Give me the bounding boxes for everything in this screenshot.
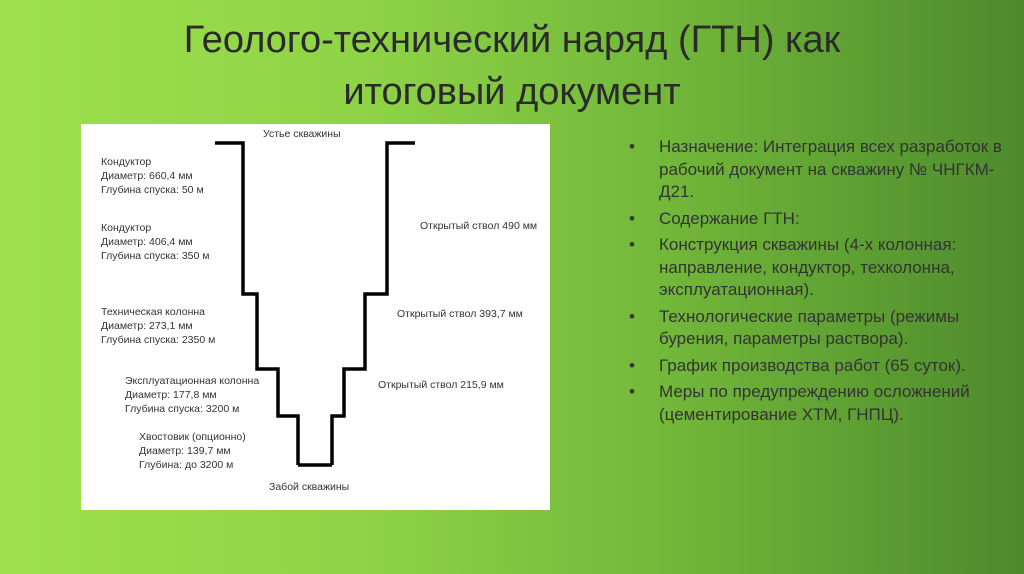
well-construction-diagram [81,124,550,510]
bullet-purpose: • Назначение: Интеграция всех разработок в рабочий документ на скважину № ЧНГКМ-Д21. [627,136,1007,204]
open-hole-label-1: Открытый ствол 490 мм [420,220,538,232]
casing-label-4 [125,374,259,416]
open-hole-label-2: Открытый ствол 393,7 мм [397,308,523,320]
casing-depth: Глубина спуска: 50 м [101,184,204,196]
bullet-complication-prevention: • Меры по предупреждению осложнений (цементирование ХТМ, ГНПЦ). [627,381,1007,426]
casing-name: Хвостовик (опционно) [139,431,246,443]
bottomhole-label: Забой скважины [269,481,350,493]
bullet-content-heading: • Содержание ГТН: [627,208,1007,231]
slide-title [0,14,1024,118]
casing-label-5 [139,430,246,472]
well-left-wall [215,143,298,465]
open-hole-label-3: Открытый ствол 215,9 мм [378,379,504,391]
casing-diameter: Диаметр: 273,1 мм [101,320,193,332]
casing-label-3 [101,305,215,347]
casing-depth: Глубина спуска: 3200 м [125,403,240,415]
casing-depth: Глубина спуска: 2350 м [101,334,216,346]
bullet-technological-parameters: • Технологические параметры (режимы бурения, параметры раствора). [627,306,1007,351]
casing-diameter: Диаметр: 177,8 мм [125,389,217,401]
casing-name: Кондуктор [101,222,152,234]
casing-label-2 [101,221,210,263]
well-right-wall [332,143,415,465]
bullet-work-schedule: • График производства работ (65 суток). [627,355,1007,378]
content-bullet-list [627,136,1007,430]
casing-diameter: Диаметр: 660,4 мм [101,170,193,182]
slide-title-line-2: итоговый документ [343,71,681,113]
casing-depth: Глубина спуска: 350 м [101,250,210,262]
casing-diameter: Диаметр: 139,7 мм [139,445,231,457]
casing-diameter: Диаметр: 406,4 мм [101,236,193,248]
slide-title-line-1: Геолого-технический наряд (ГТН) как [183,19,841,61]
casing-label-1 [101,155,204,197]
casing-name: Техническая колонна [101,306,206,318]
casing-name: Кондуктор [101,156,152,168]
wellhead-label: Устье скважины [263,128,341,140]
bullet-well-construction: • Конструкция скважины (4-х колонная: направление, кондуктор, техколонна, эксплуатационная). [627,234,1007,302]
casing-depth: Глубина: до 3200 м [139,459,234,471]
casing-name: Эксплуатационная колонна [125,375,260,387]
